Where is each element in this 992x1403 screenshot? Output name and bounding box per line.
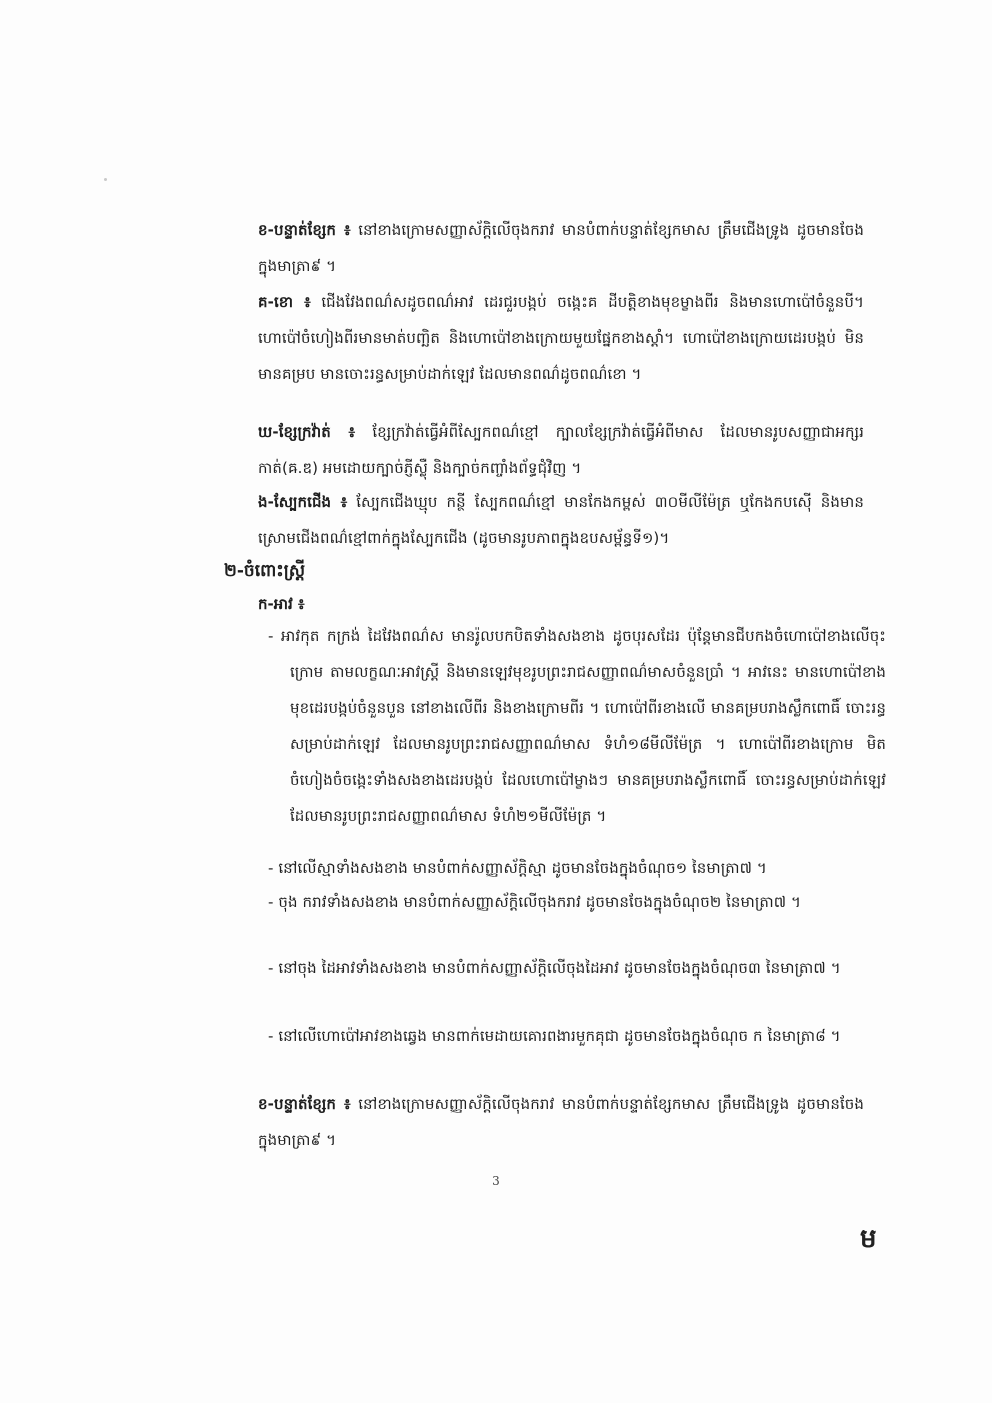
bullet-collar-insignia: - ចុង ករាវទាំងសងខាង មានបំពាក់សញ្ញាស័ក្តិលើចុងករាវ ដូចមានចែងក្នុងចំណុច២ នៃមាត្រា៧ ។ — [268, 893, 802, 911]
item-text: ស្បែកជើងឃ្មុប កន្ថី ស្បែកពណ៌ខ្មៅ មានកែងកម្ពស់ ៣០មីលីម៉ែត្រ ឬកែងកបស៊ើ និងមានស្រោមជើងពណ៌ខ្មៅពាក់ក្នុងស្បែកជើង (ដូចមានរូបភាពក្នុងឧបសម្ព័ន្ធទី១)។ — [258, 493, 865, 547]
item-text: ខ្សែក្រវ៉ាត់ធ្វើអំពីស្បែកពណ៌ខ្មៅ ក្បាលខ្សែក្រវ៉ាត់ធ្វើអំពីមាស ដែលមានរូបសញ្ញាជាអក្សរកាត់(ឝ.ឌ) អមដោយក្បាច់ភ្ញីស្ល៉ឺ និងក្បាច់កញ្ចាំងព័ទ្ធជុំវិញ ។ — [258, 423, 864, 477]
item-label: ខ-បន្ទាត់ខ្សែក ៖ — [258, 1095, 351, 1113]
bullet-shoulder-insignia: - នៅលើស្មាទាំងសងខាង មានបំពាក់សញ្ញាស័ក្តិស្មា ដូចមានចែងក្នុងចំណុច១ នៃមាត្រា៧ ។ — [268, 859, 767, 877]
item-text: ជើងវែងពណ៌សដូចពណ៌អាវ ដេរជួរបង្កប់ ចង្កេះគ ដីបត្តិខាងមុខម្ខាងពីរ និងមានហោប៉ៅចំនួនបី។ ហោប៉ៅចំហៀងពីរមានមាត់បញ្ឆិត និងហោប៉ៅខាងក្រោយមួយផ្នែកខាងស្តាំ។ ហោប៉ៅខាងក្រោយដេរបង្កប់ មិនមានគម្រប មានចោះរន្ធសម្រាប់ដាក់ឡេវ ដែលមានពណ៌ដូចពណ៌ខោ ។ — [258, 293, 865, 383]
item-shoes — [258, 484, 864, 556]
margin-handwritten-mark: ម — [860, 1224, 877, 1254]
subsection-title: ក-អាវ ៖ — [258, 595, 305, 613]
bullet-shirt-description: - អាវកុត កក្រង់ ដៃវែងពណ៌ស មានរ៉ូលបកបិតទាំងសងខាង ដូចបុរសដែរ ប៉ុន្តែមានជីបកងចំហោប៉ៅខាងលើចុះក្រោម តាមលក្ខណៈអាវស្ត្រី និងមានឡេវមុខរូបព្រះរាជសញ្ញាពណ៌មាសចំនួនប្រាំ ។ អាវនេះ មានហោប៉ៅខាងមុខដេរបង្កប់ចំនួនបួន នៅខាងលើពីរ និងខាងក្រោមពីរ ។ ហោប៉ៅពីរខាងលើ មានគម្របរាងស្លឹកពោធិ៍ ចោះរន្ធសម្រាប់ដាក់ឡេវ ដែលមានរូបព្រះរាជសញ្ញាពណ៌មាស ទំហំ១៨មីលីម៉ែត្រ ។ ហោប៉ៅពីរខាងក្រោម មិតចំហៀងចំចង្កេះទាំងសងខាងដេរបង្កប់ ដែលហោប៉ៅម្ខាងៗ មានគម្របរាងស្លឹកពោធិ៍ ចោះរន្ធសម្រាប់ដាក់ឡេវ ដែលមានរូបព្រះរាជសញ្ញាពណ៌មាស ទំហំ២១មីលីម៉ែត្រ ។ — [268, 627, 886, 825]
item-label: ង-ស្បែកជើង ៖ — [258, 493, 348, 511]
item-text: នៅខាងក្រោមសញ្ញាស័ក្តិលើចុងករាវ មានបំពាក់បន្ទាត់ខ្សែកមាស ត្រឹមជើងទ្រូង ដូចមានចែងក្នុងមាត្រា៩ ។ — [258, 221, 865, 275]
item-belt — [258, 414, 864, 486]
item-label: ខ-បន្ទាត់ខ្សែក ៖ — [258, 221, 351, 239]
item-label: ឃ-ខ្សែក្រវ៉ាត់ ៖ — [258, 423, 356, 441]
item-text: នៅខាងក្រោមសញ្ញាស័ក្តិលើចុងករាវ មានបំពាក់បន្ទាត់ខ្សែកមាស ត្រឹមជើងទ្រូង ដូចមានចែងក្នុងមាត្រា៩ ។ — [258, 1095, 865, 1149]
item-necklace-line — [258, 212, 864, 284]
scan-speck — [104, 178, 107, 181]
item-trousers — [258, 284, 864, 392]
item-label: គ-ខោ ៖ — [258, 293, 311, 311]
bullet-medal: - នៅលើហោប៉ៅអាវខាងឆ្វេង មានពាក់មេដាយគោរពងារមួកគុជា ដូចមានចែងក្នុងចំណុច ក នៃមាត្រា៨ ។ — [268, 1027, 841, 1045]
section-title: ២-ចំពោះស្ត្រី — [224, 561, 306, 581]
bullet-cuff-insignia: - នៅចុង ដៃអាវទាំងសងខាង មានបំពាក់សញ្ញាស័ក្តិលើចុងដៃអាវ ដូចមានចែងក្នុងចំណុច៣ នៃមាត្រា៧ ។ — [268, 959, 841, 977]
page-number: 3 — [492, 1174, 500, 1188]
item-necklace-line-women — [258, 1086, 864, 1158]
